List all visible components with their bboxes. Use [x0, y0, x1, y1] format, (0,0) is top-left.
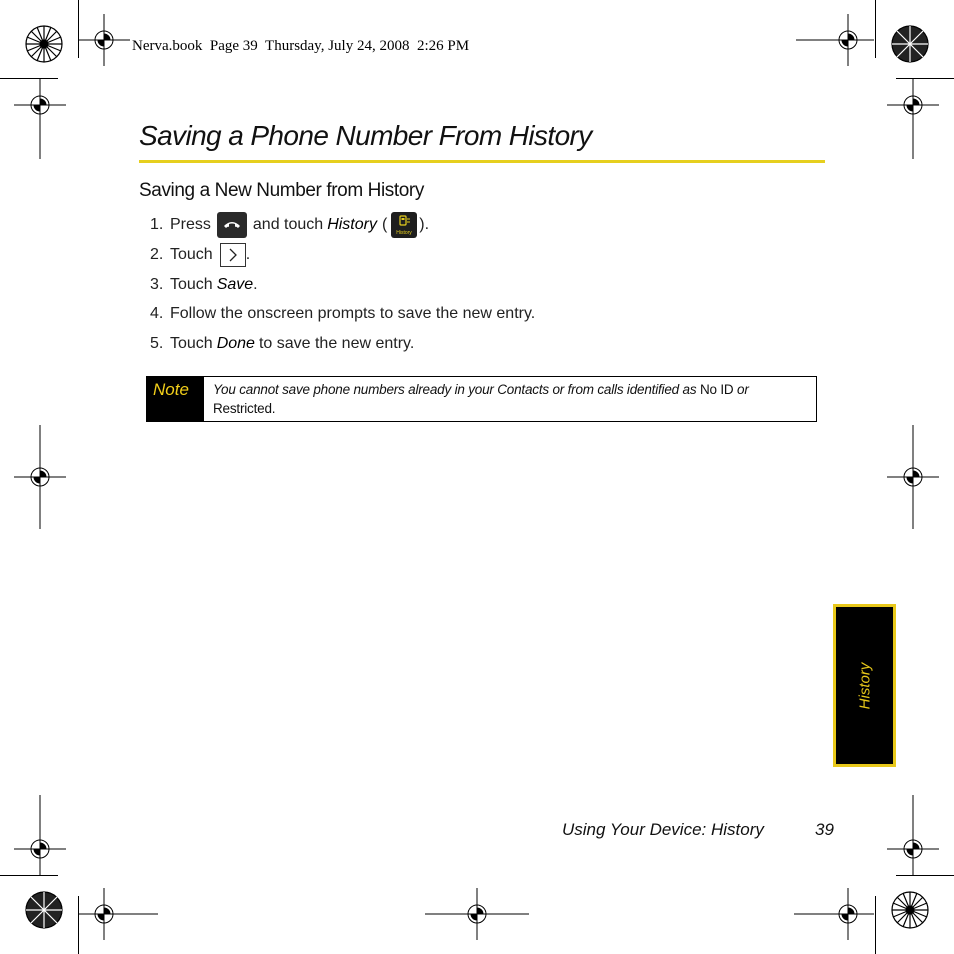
step-number: 5.	[150, 335, 164, 352]
note-box	[146, 376, 817, 422]
step-text: (	[381, 216, 388, 233]
chevron-right-icon	[220, 243, 246, 267]
step-text: Touch	[170, 335, 213, 352]
step-text: and touch	[252, 216, 324, 233]
note-term-no-id: No ID	[699, 382, 734, 397]
footer-section: Using Your Device: History	[562, 820, 764, 839]
registration-target-icon	[14, 14, 939, 940]
step-3	[150, 272, 258, 298]
step-text: .	[245, 246, 251, 263]
step-text: Follow the onscreen prompts to save the new entry.	[170, 305, 536, 322]
print-header: Nerva.book Page 39 Thursday, July 24, 2008 2:26 PM	[132, 38, 470, 54]
step-4	[150, 301, 535, 327]
note-or: or	[737, 382, 749, 397]
step-emphasis: History	[327, 216, 377, 233]
history-icon-label: History	[396, 230, 413, 236]
step-emphasis: Done	[216, 335, 255, 352]
title-divider	[139, 160, 825, 163]
note-period: .	[271, 401, 276, 416]
note-text	[204, 377, 816, 421]
step-text: ).	[419, 216, 430, 233]
note-label: Note	[147, 377, 204, 421]
side-tab-label: History	[856, 662, 873, 709]
step-number: 2.	[150, 246, 164, 263]
step-number: 4.	[150, 305, 164, 322]
history-icon	[391, 212, 417, 238]
step-text: Press	[170, 216, 211, 233]
page-number: 39	[815, 820, 834, 839]
step-2	[150, 242, 250, 268]
note-body: You cannot save phone numbers already in your Contacts or from calls identified as	[213, 382, 697, 397]
page-title: Saving a Phone Number From History	[139, 120, 592, 151]
section-heading: Saving a New Number from History	[139, 180, 424, 201]
step-text: .	[253, 276, 258, 293]
note-term-restricted: Restricted	[213, 401, 272, 416]
step-text: Touch	[170, 276, 213, 293]
step-number: 3.	[150, 276, 164, 293]
step-5	[150, 331, 414, 357]
step-1	[150, 212, 429, 238]
chapter-side-tab	[833, 604, 896, 767]
talk-key-icon	[217, 212, 247, 238]
step-text: Touch	[170, 246, 213, 263]
step-text: to save the new entry.	[258, 335, 415, 352]
step-number: 1.	[150, 216, 164, 233]
step-emphasis: Save	[216, 276, 254, 293]
